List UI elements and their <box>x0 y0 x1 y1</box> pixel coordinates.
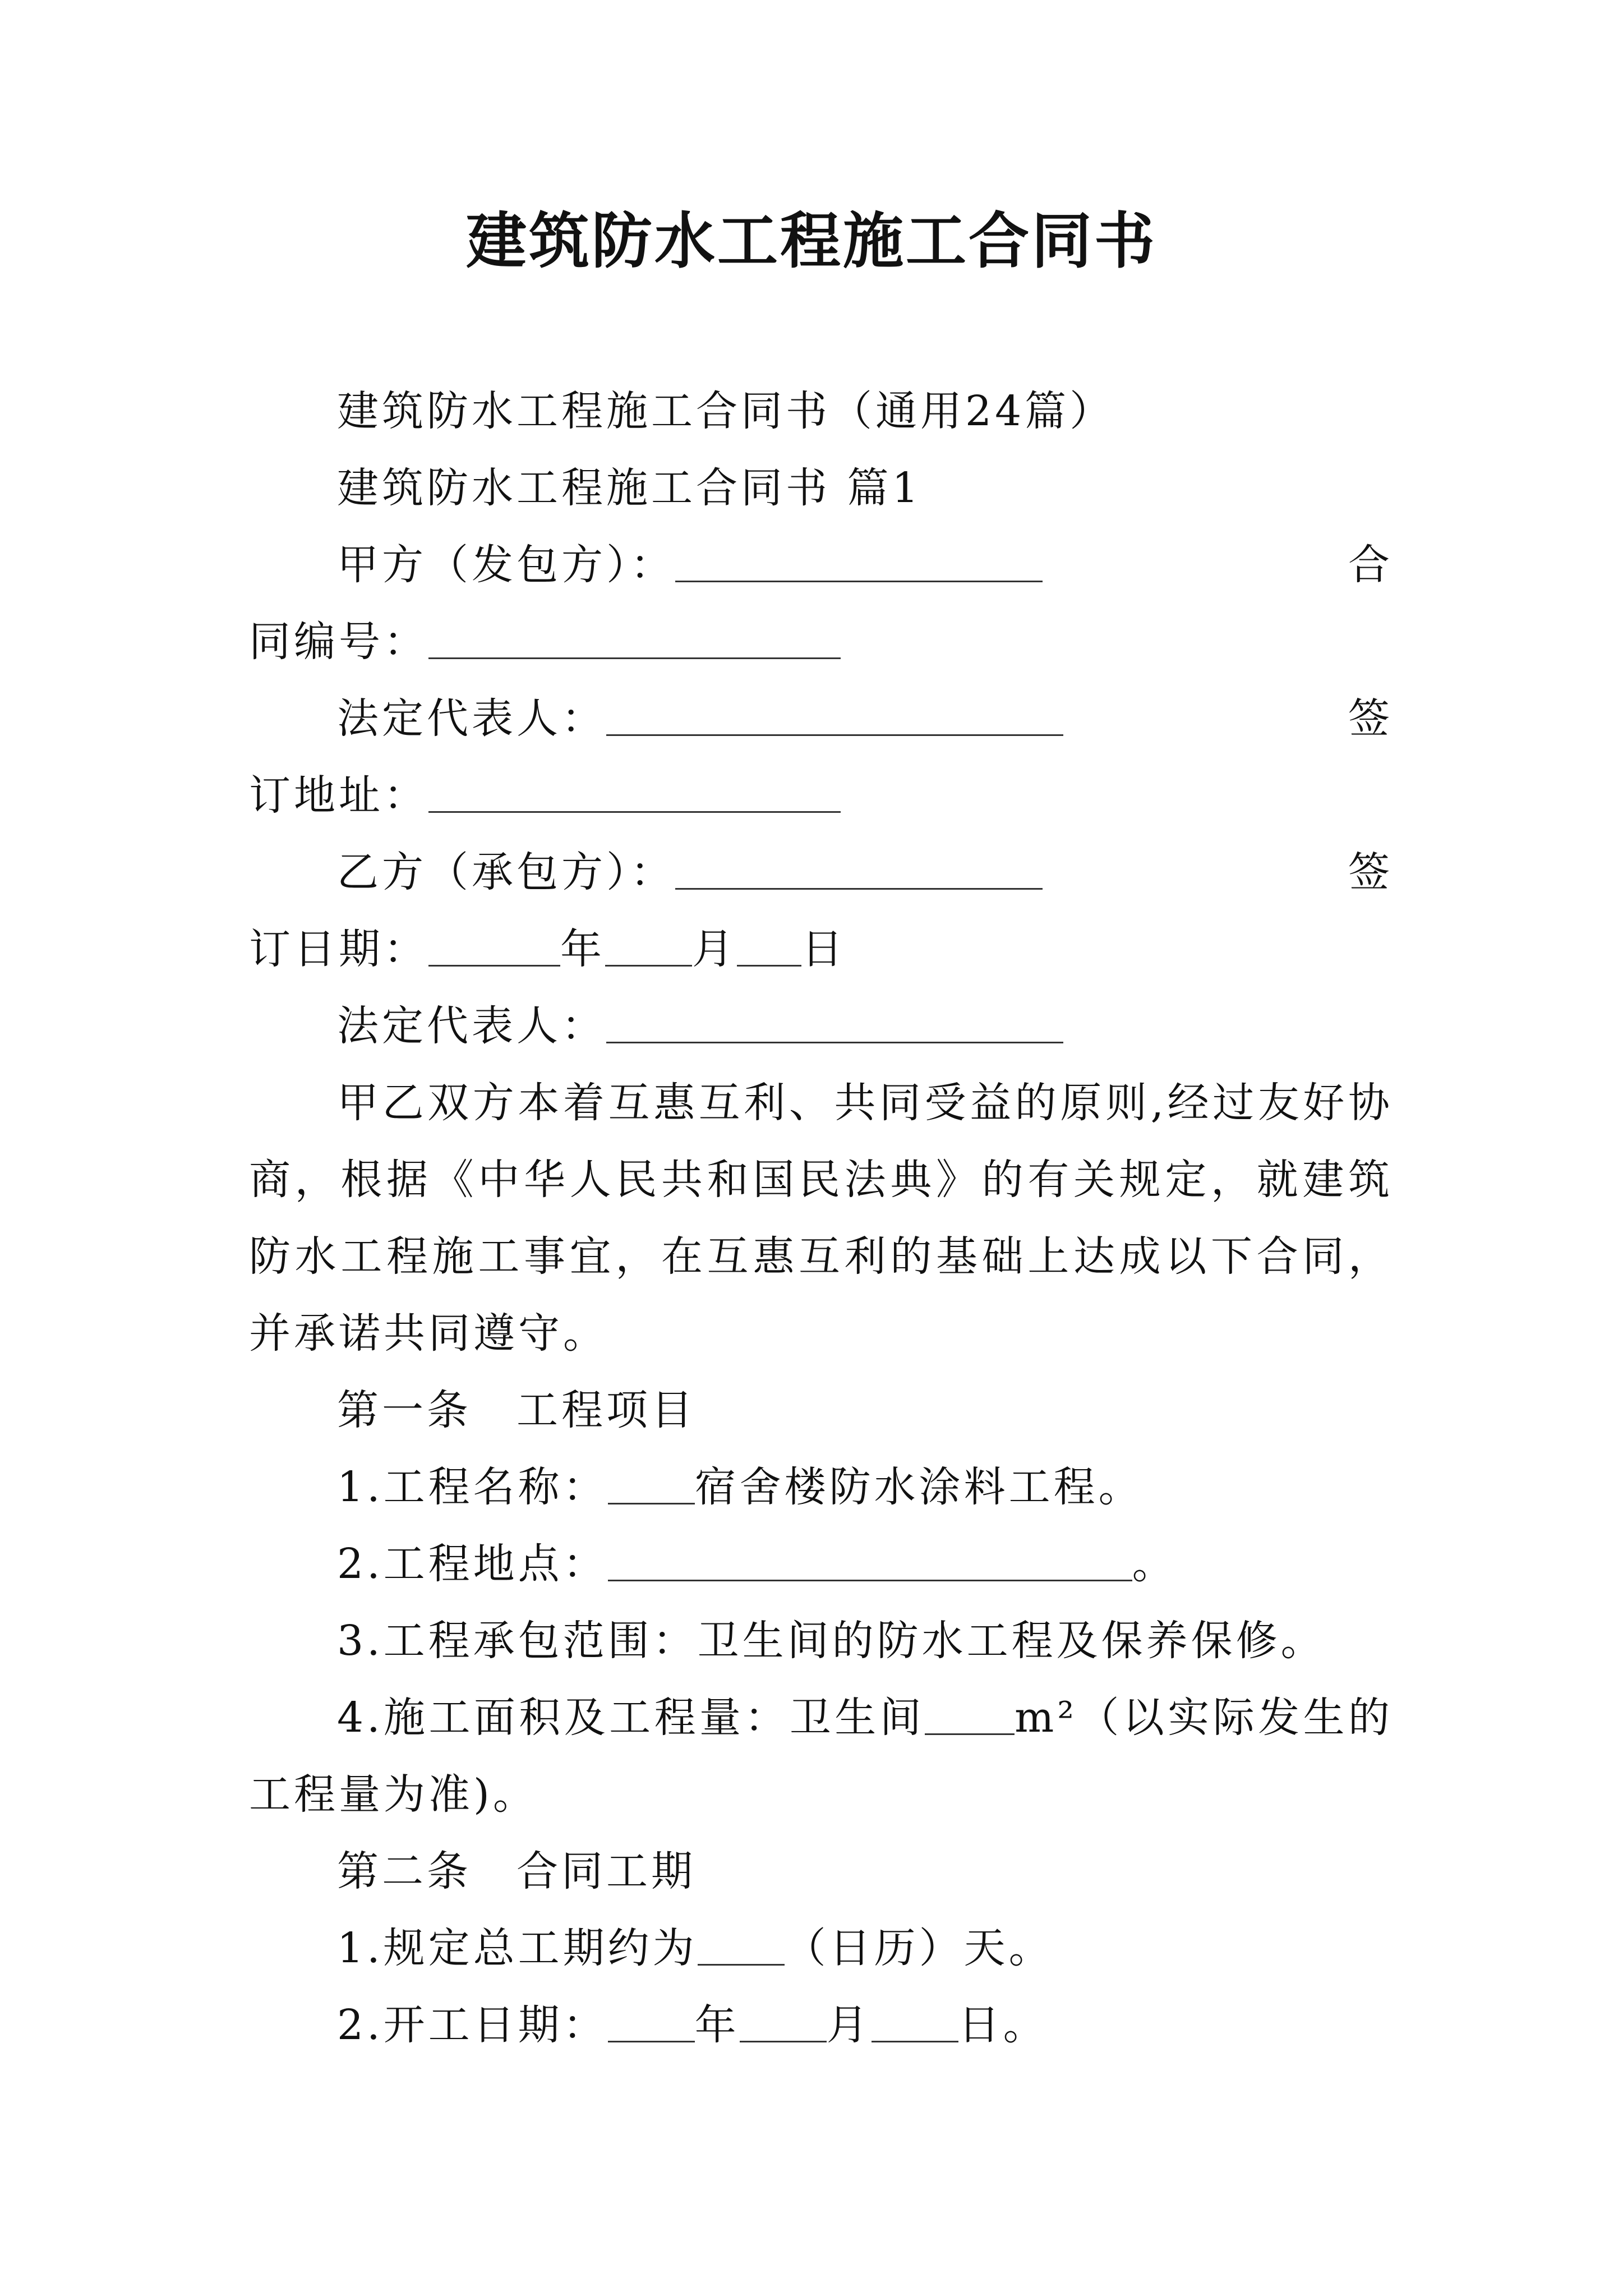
legal-rep-b-line <box>249 988 1393 1065</box>
article-2-title: 合同工期 <box>517 1847 696 1895</box>
document-body <box>249 373 1393 2064</box>
item-2-2-year: 年 <box>694 2001 740 2049</box>
party-b-blank <box>675 846 1043 890</box>
sign-addr-char: 签 <box>1348 694 1393 743</box>
item-1-1-text: 宿舍楼防水涂料工程。 <box>694 1463 1144 1511</box>
item-1-3: 3.工程承包范围：卫生间的防水工程及保养保修。 <box>337 1617 1326 1665</box>
legal-rep-blank <box>606 693 1063 736</box>
sign-date-label: 订日期： <box>249 925 428 973</box>
item-2-2-end: 日。 <box>958 2001 1048 2049</box>
item-2-2 <box>249 1987 1393 2064</box>
party-a-label: 甲方（发包方）： <box>337 541 675 589</box>
document-title: 建筑防水工程施工合同书 <box>465 206 1157 277</box>
day-label: 日 <box>801 925 846 973</box>
legal-rep-b-label: 法定代表人： <box>337 1002 606 1050</box>
item-1-2-end: 。 <box>1132 1540 1177 1588</box>
item-1-1 <box>249 1449 1393 1526</box>
intro-paragraph: 甲乙双方本着互惠互利、共同受益的原则,经过友好协商，根据《中华人民共和国民法典》的有关规定，就建筑防水工程施工事宜，在互惠互利的基础上达成以下合同，并承诺共同遵守。 <box>249 1079 1393 1358</box>
item-2-2-month: 月 <box>826 2001 872 2049</box>
item-2-1-label: 1.规定总工期约为 <box>337 1924 698 1972</box>
legal-rep-a-block <box>249 680 1393 834</box>
article-heading: 建筑防水工程施工合同书 篇1 <box>337 464 922 512</box>
article-1-heading <box>249 1372 1393 1449</box>
item-2-2-month-blank <box>740 1999 827 2042</box>
month-blank <box>605 923 692 967</box>
party-a-blank <box>675 539 1043 582</box>
item-1-2 <box>249 1526 1393 1603</box>
item-2-2-day-blank <box>872 1999 958 2042</box>
month-label: 月 <box>692 925 737 973</box>
year-blank <box>428 923 560 967</box>
party-b-block <box>249 834 1393 988</box>
item-2-1 <box>249 1910 1393 1987</box>
sign-addr-label: 订地址： <box>249 771 428 820</box>
article-1-number: 第一条 <box>337 1386 472 1434</box>
item-1-1-label: 1.工程名称： <box>337 1463 608 1511</box>
contract-no-label: 同编号： <box>249 618 428 666</box>
legal-rep-b-blank <box>606 1000 1063 1043</box>
item-1-4-blank <box>925 1692 1015 1735</box>
item-1-4-label: 4.施工面积及工程量：卫生间 <box>337 1694 925 1742</box>
item-1-4 <box>249 1680 1393 1833</box>
party-b-label: 乙方（承包方）： <box>337 848 675 896</box>
sign-date-char: 签 <box>1348 848 1393 896</box>
item-2-2-year-blank <box>608 1999 695 2042</box>
party-a-block <box>249 527 1393 680</box>
item-1-2-blank <box>608 1538 1132 1581</box>
item-1-4-text: m²（以实际发生的工程量为准)。 <box>249 1694 1393 1819</box>
legal-rep-label: 法定代表人： <box>337 694 606 743</box>
contract-no-blank <box>428 616 841 659</box>
article-2-number: 第二条 <box>337 1847 472 1895</box>
article-1-title: 工程项目 <box>517 1386 696 1434</box>
item-2-2-label: 2.开工日期： <box>337 2001 608 2049</box>
subtitle: 建筑防水工程施工合同书（通用24篇） <box>337 387 1115 435</box>
article-2-heading <box>249 1833 1393 1910</box>
contract-no-char: 合 <box>1348 541 1393 589</box>
year-label: 年 <box>560 925 605 973</box>
item-2-1-text: （日历）天。 <box>784 1924 1054 1972</box>
sign-addr-blank <box>428 770 841 813</box>
item-2-1-blank <box>698 1922 785 1966</box>
day-blank <box>737 923 801 967</box>
item-1-2-label: 2.工程地点： <box>337 1540 608 1588</box>
item-1-1-blank <box>608 1461 695 1504</box>
